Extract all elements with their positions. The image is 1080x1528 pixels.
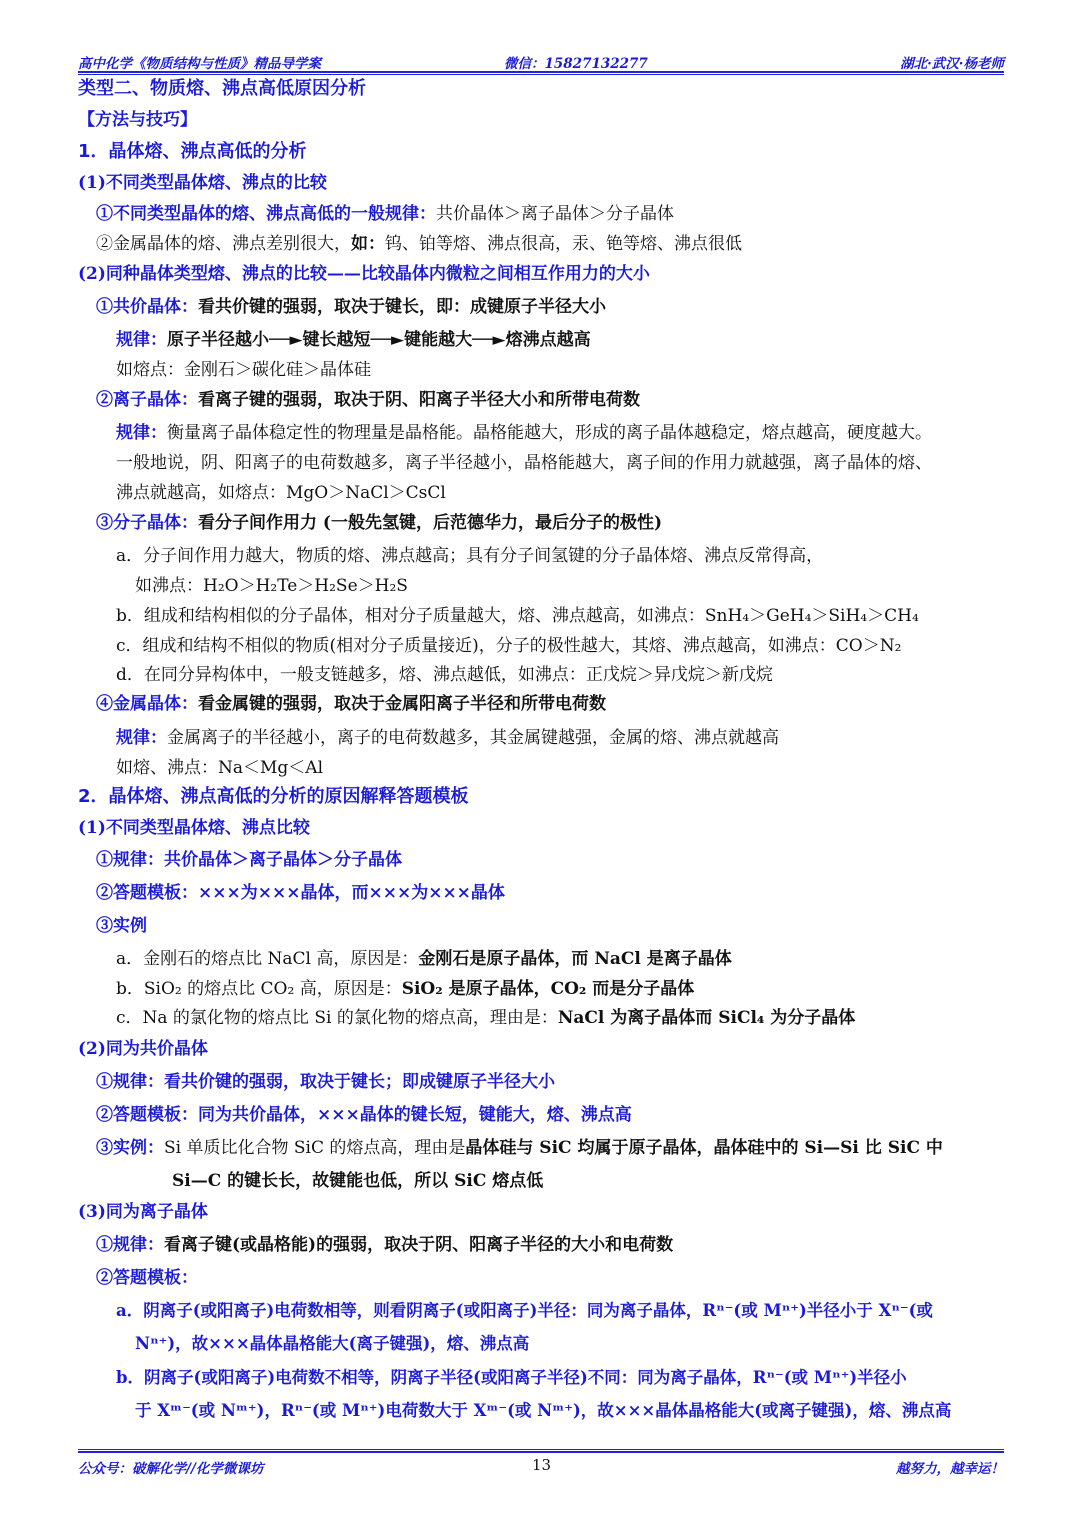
rule-label: 规律：: [116, 423, 167, 443]
molecular-c: c．组成和结构不相似的物质(相对分子质量接近)，分子的极性越大，其熔、沸点越高，如沸点：CO＞N₂: [116, 636, 902, 656]
molecular-d: d．在同分异构体中，一般支链越多，熔、沸点越低，如沸点：正戊烷＞异戊烷＞新戊烷: [116, 665, 773, 685]
s1-heading: 1．晶体熔、沸点高低的分析: [78, 141, 307, 162]
example-question: c．Na 的氯化物的熔点比 Si 的氯化物的熔点高，理由是：: [116, 1008, 558, 1028]
header-wechat: 微信：15827132277: [504, 56, 648, 72]
s1-p1-item1: [96, 203, 1004, 225]
item-label: ②离子晶体：: [96, 390, 198, 410]
page-footer: [78, 1456, 1004, 1478]
item-text: 看离子键的强弱，取决于阴、阳离子半径大小和所带电荷数: [198, 390, 640, 410]
page-number: 13: [532, 1456, 552, 1474]
example-question: a．金刚石的熔点比 NaCl 高，原因是：: [116, 949, 419, 969]
ionic-crystal: [96, 389, 1004, 411]
s2-p1-example-c: [116, 1007, 1004, 1029]
covalent-crystal: [96, 296, 1004, 318]
molecular-crystal: [96, 512, 1004, 534]
item-text: 看分子间作用力 (一般先氢键，后范德华力，最后分子的极性): [198, 513, 663, 533]
rule-text: 看离子键(或晶格能)的强弱，取决于阴、阳离子半径的大小和电荷数: [164, 1235, 674, 1255]
s2-p1-template: ②答题模板：×××为×××晶体，而×××为×××晶体: [96, 883, 505, 903]
molecular-a-line1: a．分子间作用力越大，物质的熔、沸点越高；具有分子间氢键的分子晶体熔、沸点反常得高，: [116, 546, 824, 566]
rule-text: 金属离子的半径越小，离子的电荷数越多，其金属键越强，金属的熔、沸点就越高: [167, 728, 779, 748]
item-label: ①共价晶体：: [96, 297, 198, 317]
page-body: [78, 0, 1004, 1440]
item-text: 共价晶体＞离子晶体＞分子晶体: [436, 204, 674, 224]
rule-label: 规律：: [116, 728, 167, 748]
s2-p3-case-b-line2: 于 Xᵐ⁻(或 Nᵐ⁺)，Rⁿ⁻(或 Mⁿ⁺)电荷数大于 Xᵐ⁻(或 Nᵐ⁺)，故×××晶体晶格能大(或离子键强)，熔、沸点高: [135, 1401, 952, 1420]
item-label: 如：: [351, 234, 385, 254]
s1-p2-heading: (2)同种晶体类型熔、沸点的比较——比较晶体内微粒之间相互作用力的大小: [78, 264, 650, 284]
s2-p3-heading: (3)同为离子晶体: [78, 1202, 208, 1222]
s2-p3-case-b-line1: b．阴离子(或阳离子)电荷数不相等，阴离子半径(或阳离子半径)不同：同为离子晶体，Rⁿ⁻(或 Mⁿ⁺)半径小: [116, 1368, 907, 1387]
s2-p2-template: ②答题模板：同为共价晶体，×××晶体的键长短，键能大，熔、沸点高: [96, 1105, 632, 1125]
s2-p1-example-a: [116, 948, 1004, 970]
ionic-rule-line2: 一般地说，阴、阳离子的电荷数越多，离子半径越小，晶格能越大，离子间的作用力就越强，离子晶体的熔、: [116, 453, 932, 473]
metallic-rule: [116, 727, 1004, 749]
metallic-crystal: [96, 693, 1004, 715]
section-title: 类型二、物质熔、沸点高低原因分析: [78, 78, 366, 99]
example-question: Si 单质比化合物 SiC 的熔点高，理由是: [164, 1138, 466, 1158]
example-answer: 金刚石是原子晶体，而 NaCl 是离子晶体: [418, 949, 732, 969]
rule-text: 衡量离子晶体稳定性的物理量是晶格能。晶格能越大，形成的离子晶体越稳定，熔点越高，硬度越大。: [167, 423, 932, 443]
covalent-rule: [116, 329, 1004, 351]
example-answer: SiO₂ 是原子晶体，CO₂ 而是分子晶体: [401, 979, 695, 999]
item-label: ①不同类型晶体的熔、沸点高低的一般规律：: [96, 204, 436, 224]
header-author: 湖北·武汉·杨老师: [900, 56, 1004, 72]
example-answer: 晶体硅与 SiC 均属于原子晶体，晶体硅中的 Si—Si 比 SiC 中: [465, 1138, 943, 1158]
item-text: 看金属键的强弱，取决于金属阳离子半径和所带电荷数: [198, 694, 606, 714]
methods-heading: 【方法与技巧】: [78, 110, 197, 130]
ionic-rule-line1: [116, 422, 1004, 444]
metallic-example: 如熔、沸点：Na＜Mg＜Al: [116, 758, 324, 778]
s2-p1-heading: (1)不同类型晶体熔、沸点比较: [78, 818, 310, 838]
s2-heading: 2．晶体熔、沸点高低的分析的原因解释答题模板: [78, 786, 469, 807]
molecular-a-line2: 如沸点：H₂O＞H₂Te＞H₂Se＞H₂S: [135, 576, 408, 596]
example-label: ③实例：: [96, 1138, 164, 1158]
s2-p2-example-line2: Si—C 的键长长，故键能也低，所以 SiC 熔点低: [172, 1171, 544, 1191]
s2-p2-example-line1: [96, 1137, 1004, 1159]
s2-p3-rule: [96, 1234, 1004, 1256]
rule-text: 原子半径越小──►键长越短──►键能越大──►熔沸点越高: [167, 330, 591, 350]
rule-label: 规律：: [116, 330, 167, 350]
item-text: 钨、铂等熔、沸点很高，汞、铯等熔、沸点很低: [385, 234, 742, 254]
item-text: 看共价键的强弱，取决于键长，即：成键原子半径大小: [198, 297, 606, 317]
s1-p1-heading: (1)不同类型晶体熔、沸点的比较: [78, 173, 327, 193]
covalent-example: 如熔点：金刚石＞碳化硅＞晶体硅: [116, 360, 371, 380]
s2-p3-template-label: ②答题模板：: [96, 1268, 198, 1288]
footer-motto: 越努力，越幸运！: [896, 1461, 1004, 1477]
s2-p2-rule: ①规律：看共价键的强弱，取决于键长；即成键原子半径大小: [96, 1072, 555, 1092]
footer-account: 公众号：破解化学//化学微课坊: [78, 1461, 264, 1477]
item-text: ②金属晶体的熔、沸点差别很大，: [96, 234, 351, 254]
s2-p1-example-label: ③实例: [96, 916, 147, 936]
header-title: 高中化学《物质结构与性质》精品导学案: [78, 56, 321, 72]
s2-p3-case-a-line2: Nⁿ⁺)，故×××晶体晶格能大(离子键强)，熔、沸点高: [135, 1334, 530, 1353]
rule-label: ①规律：: [96, 1235, 164, 1255]
s2-p2-heading: (2)同为共价晶体: [78, 1039, 208, 1059]
item-label: ③分子晶体：: [96, 513, 198, 533]
footer-divider: [78, 1449, 1004, 1453]
example-question: b．SiO₂ 的熔点比 CO₂ 高，原因是：: [116, 979, 402, 999]
item-label: ④金属晶体：: [96, 694, 198, 714]
molecular-b: b．组成和结构相似的分子晶体，相对分子质量越大，熔、沸点越高，如沸点：SnH₄＞GeH₄＞SiH₄＞CH₄: [116, 606, 919, 626]
ionic-rule-line3: 沸点就越高，如熔点：MgO＞NaCl＞CsCl: [116, 483, 446, 503]
s2-p3-case-a-line1: a．阴离子(或阳离子)电荷数相等，则看阴离子(或阳离子)半径：同为离子晶体，Rⁿ⁻(或 Mⁿ⁺)半径小于 Xⁿ⁻(或: [116, 1301, 933, 1320]
s2-p1-example-b: [116, 978, 1004, 1000]
example-answer: NaCl 为离子晶体而 SiCl₄ 为分子晶体: [557, 1008, 856, 1028]
s2-p1-rule: ①规律：共价晶体＞离子晶体＞分子晶体: [96, 850, 402, 870]
s1-p1-item2: [96, 233, 1004, 255]
